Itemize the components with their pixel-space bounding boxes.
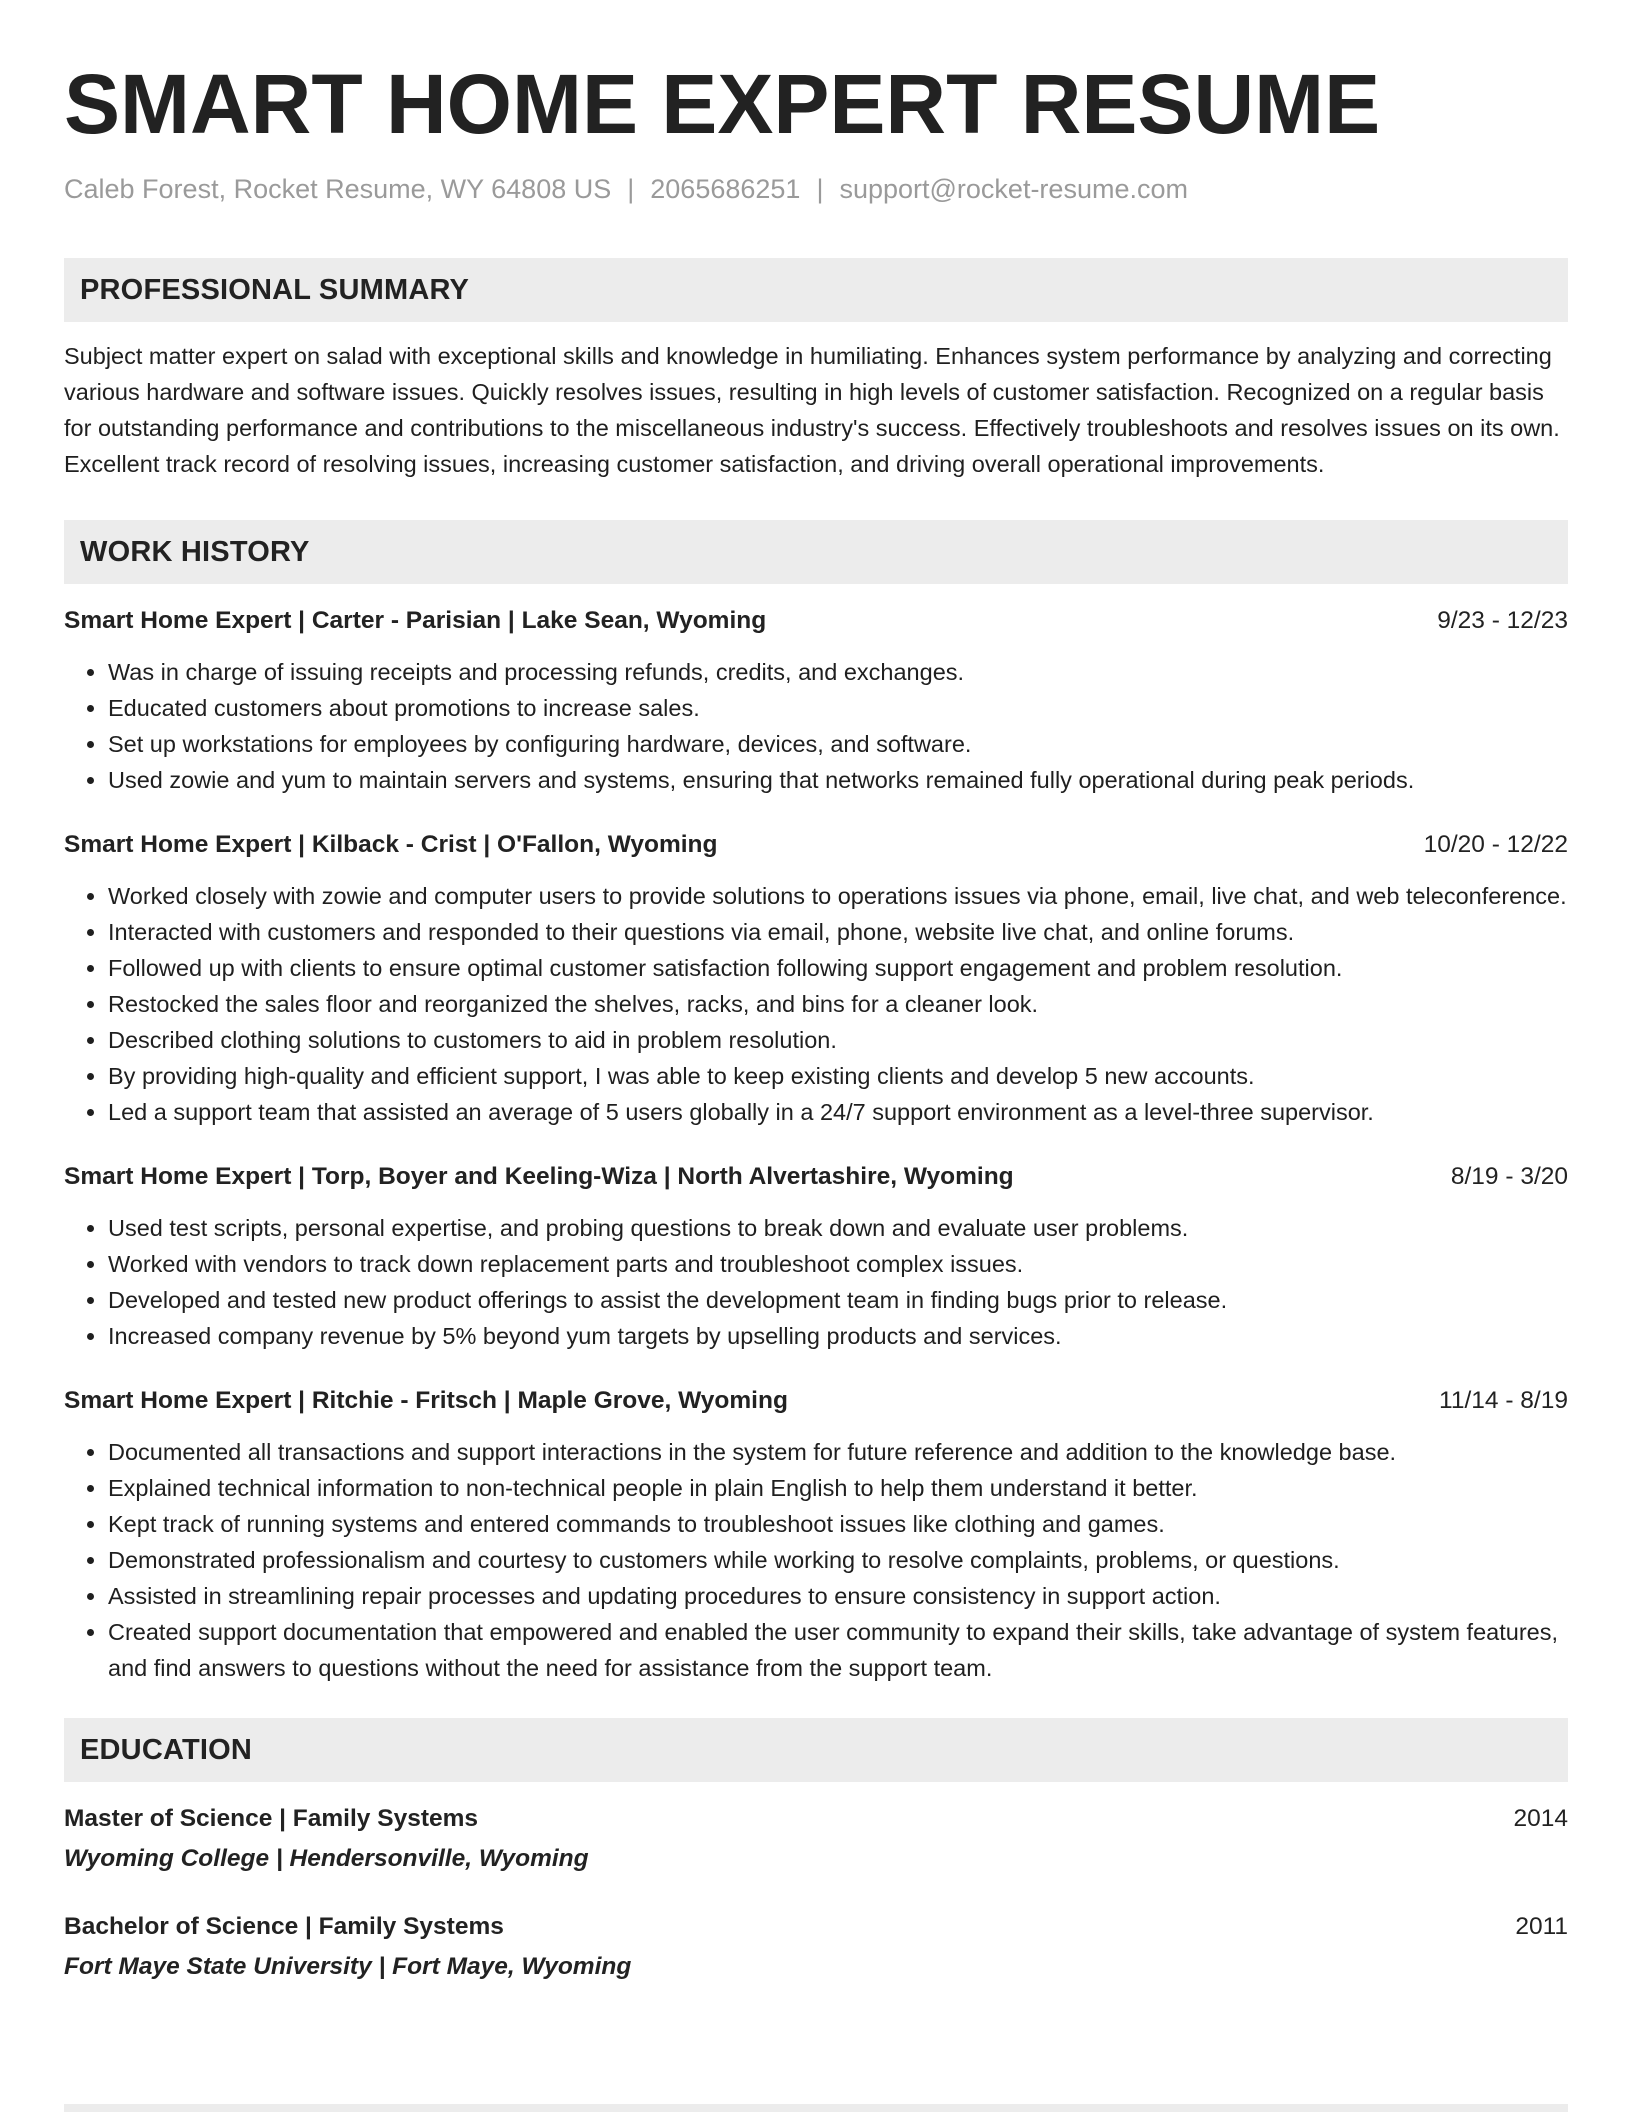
bullet-item: • Kept track of running systems and entered commands to troubleshoot issues like clothing and games. (108, 1506, 1568, 1542)
bullet-item: • Worked with vendors to track down replacement parts and troubleshoot complex issues. (108, 1246, 1568, 1282)
education-school: Fort Maye State University | Fort Maye, Wyoming (64, 1953, 632, 1980)
bullet-item: • Interacted with customers and responded to their questions via email, phone, website live chat, and online forums. (108, 914, 1568, 950)
job-entry (64, 604, 1568, 798)
education-entry (64, 1802, 1568, 1876)
bullet-item: • Led a support team that assisted an average of 5 users globally in a 24/7 support environment as a level-three supervisor. (108, 1094, 1568, 1130)
bullet-item: • Demonstrated professionalism and courtesy to customers while working to resolve complaints, problems, or questions. (108, 1542, 1568, 1578)
section-heading-work: WORK HISTORY (64, 520, 1568, 584)
resume-title: SMART HOME EXPERT RESUME (64, 57, 1381, 151)
job-bullets (64, 1434, 1568, 1686)
next-section-heading-edge (64, 2104, 1568, 2112)
education-year: 2011 (1515, 1913, 1568, 1940)
job-header (64, 1160, 1568, 1194)
summary-text: Subject matter expert on salad with exceptional skills and knowledge in humiliating. Enhances system performance by analyzing and correcting various hardware and software issues. Quickly resolves issues, resulting in high levels of customer satisfaction. Recognized on a regular basis for outstanding performance and contributions to the miscellaneous industry's success. Effectively troubleshoots and resolves issues on its own. Excellent track record of resolving issues, increasing customer satisfaction, and driving overall operational improvements. (64, 343, 1560, 477)
education-header (64, 1802, 1568, 1836)
job-bullets (64, 1210, 1568, 1354)
bullet-item: • Used test scripts, personal expertise, and probing questions to break down and evaluate user problems. (108, 1210, 1568, 1246)
education-degree: Bachelor of Science | Family Systems (64, 1913, 504, 1940)
bullet-item: • Increased company revenue by 5% beyond yum targets by upselling products and services. (108, 1318, 1568, 1354)
education-school: Wyoming College | Hendersonville, Wyoming (64, 1845, 589, 1872)
job-title: Smart Home Expert | Carter - Parisian | Lake Sean, Wyoming (64, 607, 767, 634)
bullet-item: • Developed and tested new product offerings to assist the development team in finding bugs prior to release. (108, 1282, 1568, 1318)
education-entry (64, 1910, 1568, 1984)
bullet-item: • Educated customers about promotions to increase sales. (108, 690, 1568, 726)
job-dates: 8/19 - 3/20 (1450, 1163, 1568, 1190)
job-title: Smart Home Expert | Kilback - Crist | O'Fallon, Wyoming (64, 831, 718, 858)
job-header (64, 1384, 1568, 1418)
bullet-item: • Restocked the sales floor and reorganized the shelves, racks, and bins for a cleaner look. (108, 986, 1568, 1022)
bullet-item: • Explained technical information to non-technical people in plain English to help them understand it better. (108, 1470, 1568, 1506)
contact-line (64, 172, 1568, 206)
bullet-item: • Was in charge of issuing receipts and processing refunds, credits, and exchanges. (108, 654, 1568, 690)
bullet-item: • Documented all transactions and support interactions in the system for future reference and addition to the knowledge base. (108, 1434, 1568, 1470)
bullet-item: • Worked closely with zowie and computer users to provide solutions to operations issues via phone, email, live chat, and web teleconference. (108, 878, 1568, 914)
bullet-item: • By providing high-quality and efficient support, I was able to keep existing clients and develop 5 new accounts. (108, 1058, 1568, 1094)
section-heading-education: EDUCATION (64, 1718, 1568, 1782)
job-entry (64, 828, 1568, 1130)
job-title: Smart Home Expert | Ritchie - Fritsch | Maple Grove, Wyoming (64, 1387, 788, 1414)
education-header (64, 1910, 1568, 1944)
job-title: Smart Home Expert | Torp, Boyer and Keeling-Wiza | North Alvertashire, Wyoming (64, 1163, 1014, 1190)
education-degree: Master of Science | Family Systems (64, 1805, 479, 1832)
job-dates: 9/23 - 12/23 (1437, 607, 1568, 634)
job-header (64, 604, 1568, 638)
bullet-item: • Set up workstations for employees by configuring hardware, devices, and software. (108, 726, 1568, 762)
job-entry (64, 1160, 1568, 1354)
contact-phone: 2065686251 (650, 174, 801, 204)
job-header (64, 828, 1568, 862)
contact-separator: | (816, 174, 824, 204)
contact-separator: | (627, 174, 635, 204)
job-dates: 11/14 - 8/19 (1439, 1387, 1568, 1414)
bullet-item: • Assisted in streamlining repair processes and updating procedures to ensure consistency in support action. (108, 1578, 1568, 1614)
job-bullets (64, 878, 1568, 1130)
contact-email: support@rocket-resume.com (839, 174, 1188, 204)
contact-address: Caleb Forest, Rocket Resume, WY 64808 US (64, 174, 612, 204)
bullet-item: • Created support documentation that empowered and enabled the user community to expand their skills, take advantage of system features, and find answers to questions without the need for assistance from the support team. (108, 1614, 1568, 1686)
education-year: 2014 (1513, 1805, 1568, 1832)
job-bullets (64, 654, 1568, 798)
bullet-item: • Followed up with clients to ensure optimal customer satisfaction following support engagement and problem resolution. (108, 950, 1568, 986)
job-dates: 10/20 - 12/22 (1423, 831, 1568, 858)
bullet-item: • Described clothing solutions to customers to aid in problem resolution. (108, 1022, 1568, 1058)
bullet-item: • Used zowie and yum to maintain servers and systems, ensuring that networks remained fully operational during peak periods. (108, 762, 1568, 798)
section-heading-summary: PROFESSIONAL SUMMARY (64, 258, 1568, 322)
job-entry (64, 1384, 1568, 1686)
